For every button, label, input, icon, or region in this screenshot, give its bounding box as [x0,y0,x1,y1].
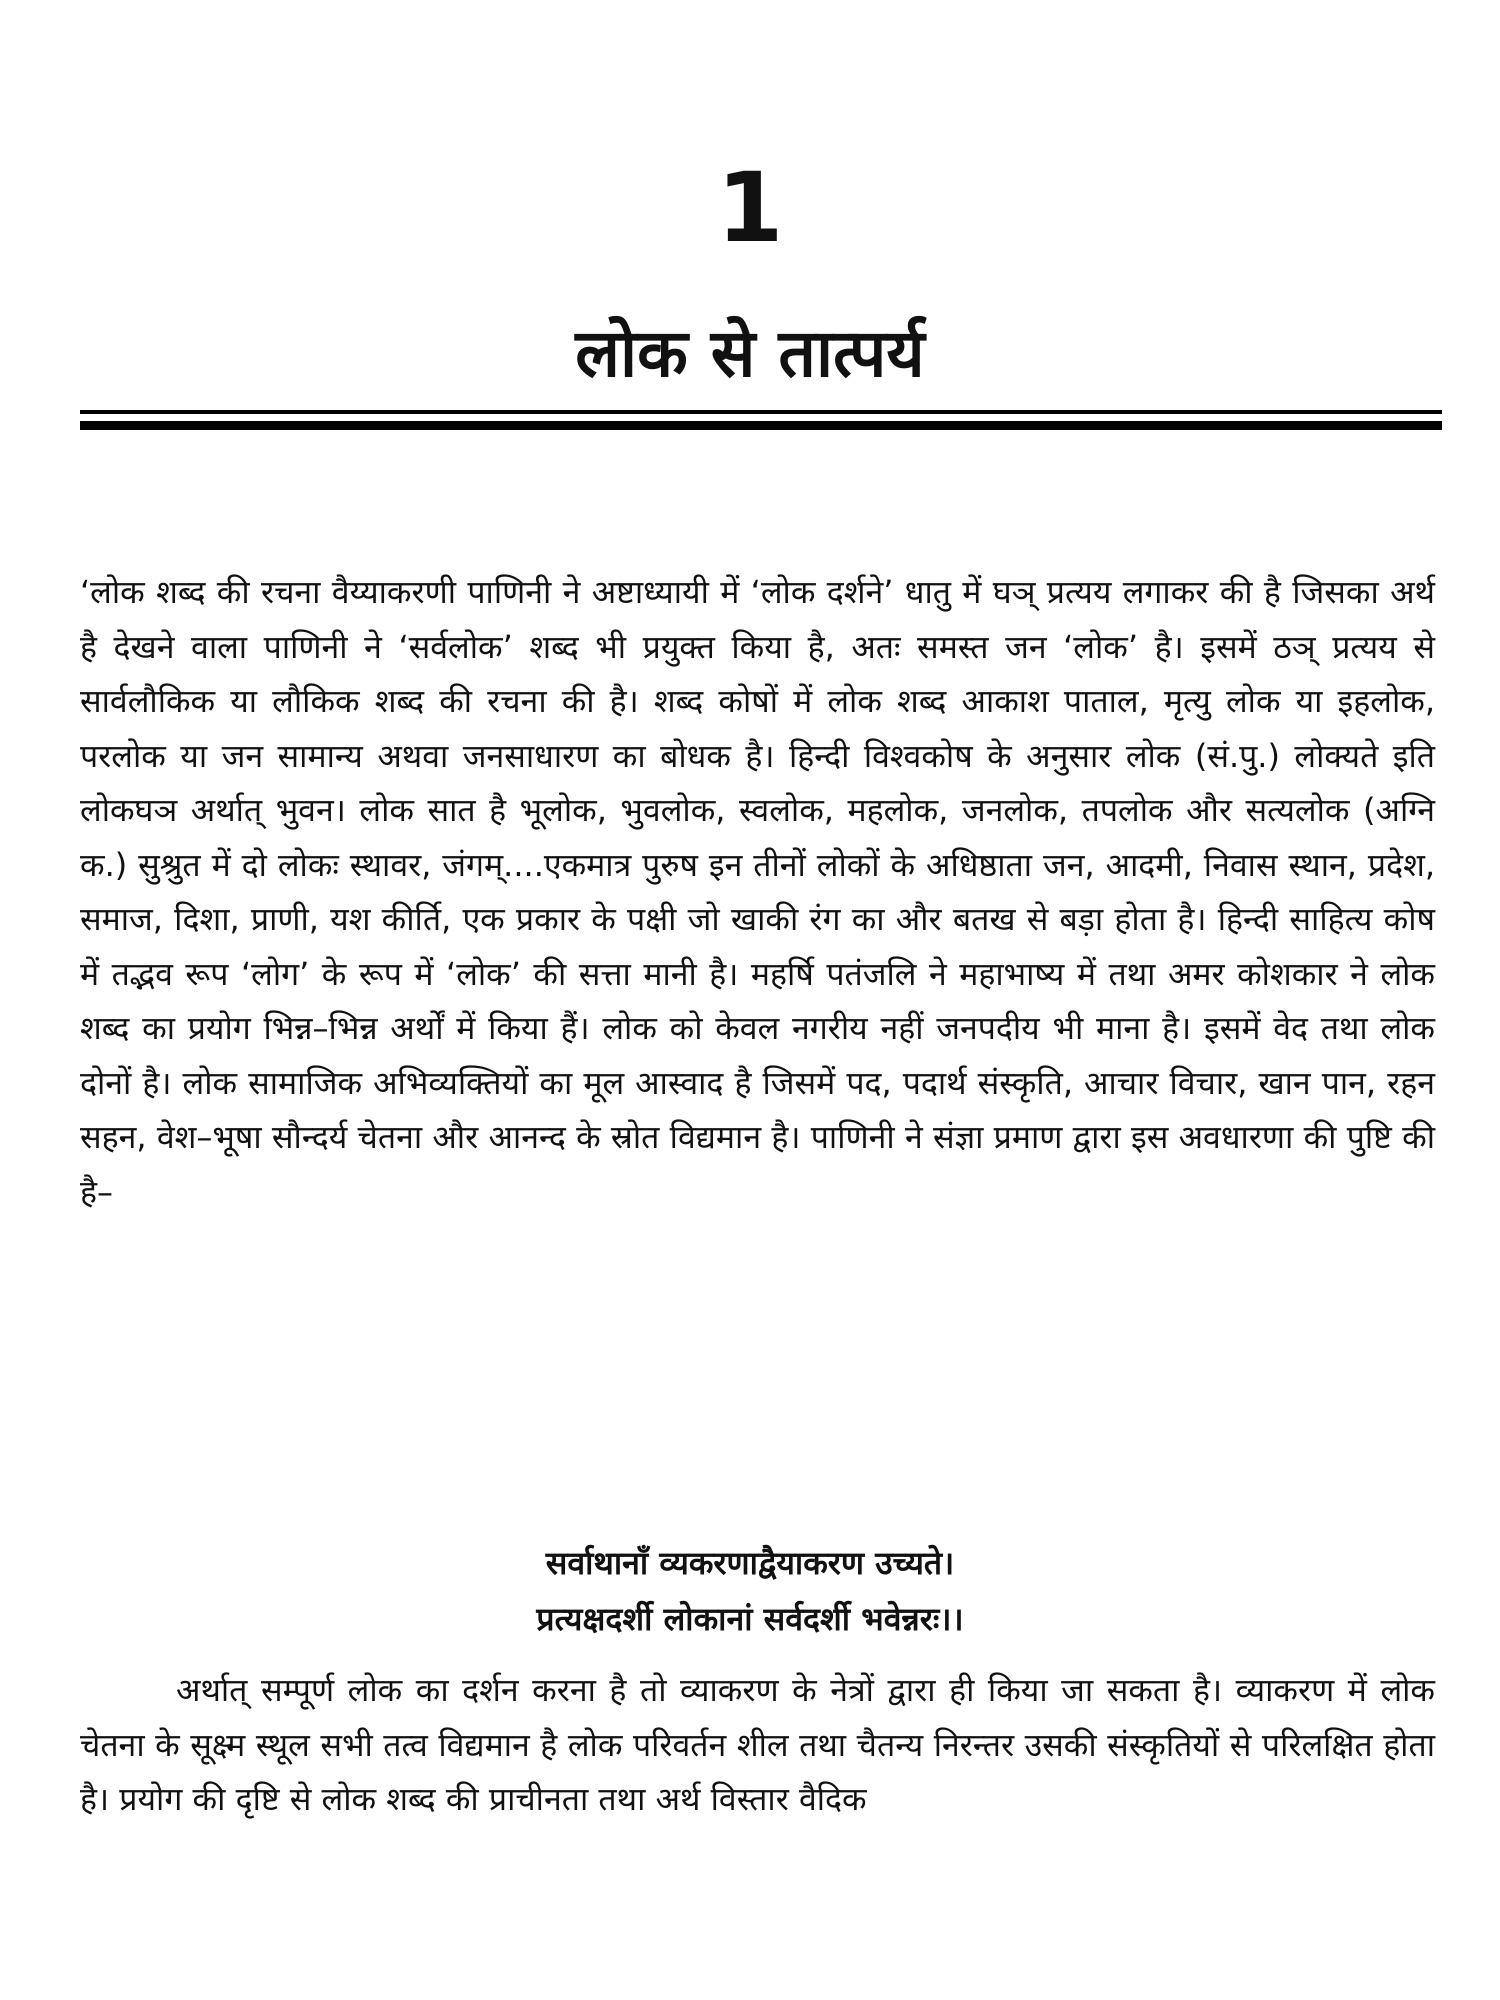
body-paragraph-1: ‘लोक शब्द की रचना वैय्याकरणी पाणिनी ने अष्टाध्यायी में ‘लोक दर्शने’ धातु में घञ् प्रत्यय लगाकर की है जिसका अर्थ है देखने वाला पाणिनी ने ‘सर्वलोक’ शब्द भी प्रयुक्त किया है, अतः समस्त जन ‘लोक’ है। इसमें ठञ् प्रत्यय से सार्वलौकिक या लौकिक शब्द की रचना की है। शब्द कोषों में लोक शब्द आकाश पाताल, मृत्यु लोक या इहलोक, परलोक या जन सामान्य अथवा जनसाधारण का बोधक है। हिन्दी विश्वकोष के अनुसार लोक (सं.पु.) लोक्यते इति लोकघञ अर्थात् भुवन। लोक सात है भूलोक, भुवलोक, स्वलोक, महलोक, जनलोक, तपलोक और सत्यलोक (अग्नि क.) सुश्रुत में दो लोकः स्थावर, जंगम्....एकमात्र पुरुष इन तीनों लोकों के अधिष्ठाता जन, आदमी, निवास स्थान, प्रदेश, समाज, दिशा, प्राणी, यश कीर्ति, एक प्रकार के पक्षी जो खाकी रंग का और बतख से बड़ा होता है। हिन्दी साहित्य कोष में तद्भव रूप ‘लोग’ के रूप में ‘लोक’ की सत्ता मानी है। महर्षि पतंजलि ने महाभाष्य में तथा अमर कोशकार ने लोक शब्द का प्रयोग भिन्न–भिन्न अर्थों में किया हैं। लोक को केवल नगरीय नहीं जनपदीय भी माना है। इसमें वेद तथा लोक दोनों है। लोक सामाजिक अभिव्यक्तियों का मूल आस्वाद है जिसमें पद, पदार्थ संस्कृति, आचार विचार, खान पान, रहन सहन, वेश–भूषा सौन्दर्य चेतना और आनन्द के स्रोत विद्यमान है। पाणिनी ने संज्ञा प्रमाण द्वारा इस अवधारणा की पुष्टि की है– [80,573,1435,1211]
title-rule-thin [80,410,1442,414]
chapter-title: लोक से तात्पर्य [575,315,925,392]
title-rule-thick [80,421,1442,430]
verse-block [0,1535,1500,1647]
verse-line-1: सर्वाथानाँ व्यकरणाद्वैयाकरण उच्यते। [545,1544,955,1582]
verse-line-2: प्रत्यक्षदर्शी लोकानां सर्वदर्शी भवेन्नरः।। [536,1600,964,1638]
body-paragraph-2: अर्थात् सम्पूर्ण लोक का दर्शन करना है तो व्याकरण के नेत्रों द्वारा ही किया जा सकता है। व्याकरण में लोक चेतना के सूक्ष्म स्थूल सभी तत्व विद्यमान है लोक परिवर्तन शील तथा चैतन्य निरन्तर उसकी संस्कृतियों से परिलक्षित होता है। प्रयोग की दृष्टि से लोक शब्द की प्राचीनता तथा अर्थ विस्तार वैदिक [80,1671,1435,1818]
chapter-number: 1 [716,152,784,264]
